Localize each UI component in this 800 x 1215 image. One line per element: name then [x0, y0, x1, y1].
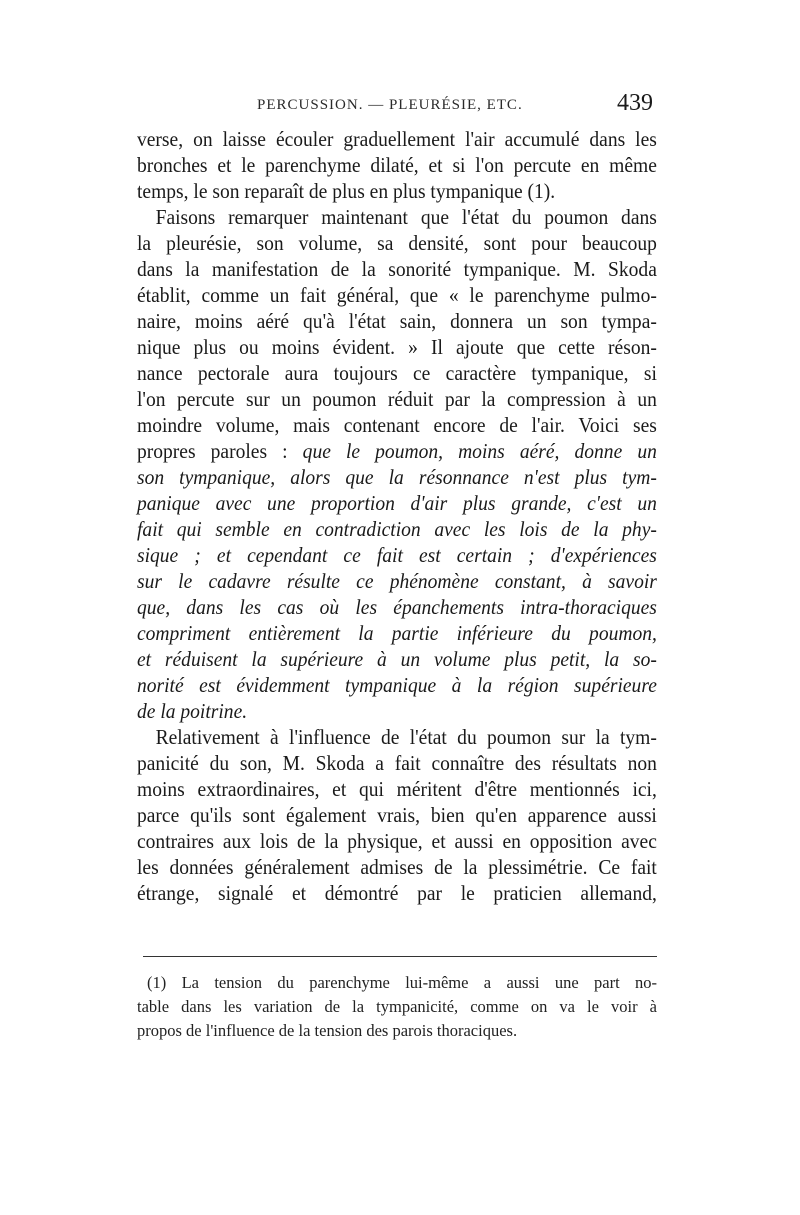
text-line: nance pectorale aura toujours ce caractère tympanique, si — [137, 361, 657, 385]
body-text — [137, 126, 657, 906]
text-line: bronches et le parenchyme dilaté, et si l'on percute en même — [137, 153, 657, 177]
text-line-italic: panique avec une proportion d'air plus grande, c'est un — [137, 491, 657, 515]
text-line: les données généralement admises de la plessimétrie. Ce fait — [137, 855, 657, 879]
text-line: Relativement à l'influence de l'état du poumon sur la tym- — [155, 725, 657, 749]
text-line: la pleurésie, son volume, sa densité, sont pour beaucoup — [137, 231, 657, 255]
text-line: moins extraordinaires, et qui méritent d'être mentionnés ici, — [137, 777, 657, 801]
footnote-line: table dans les variation de la tympanicité, comme on va le voir à — [137, 997, 657, 1016]
text-line: contraires aux lois de la physique, et aussi en opposition avec — [137, 829, 657, 853]
text-line: temps, le son reparaît de plus en plus tympanique (1). — [137, 179, 556, 203]
footnote-line: (1) La tension du parenchyme lui-même a aussi une part no- — [147, 973, 657, 992]
running-head — [137, 90, 657, 123]
text-line: dans la manifestation de la sonorité tympanique. M. Skoda — [137, 257, 657, 281]
running-title: PERCUSSION. — PLEURÉSIE, ETC. — [257, 97, 523, 113]
text-line: établit, comme un fait général, que « le parenchyme pulmo- — [137, 283, 657, 307]
text-line-italic: sique ; et cependant ce fait est certain ; d'expériences — [137, 543, 657, 567]
text-line: nique plus ou moins évident. » Il ajoute que cette réson- — [137, 335, 657, 359]
text-line-italic: que, dans les cas où les épanchements intra-thoraciques — [137, 595, 657, 619]
text-line: moindre volume, mais contenant encore de l'air. Voici ses — [137, 413, 657, 437]
text-line-italic: et réduisent la supérieure à un volume plus petit, la so- — [137, 647, 657, 671]
text-roman-segment: propres paroles : — [137, 439, 303, 463]
text-line: parce qu'ils sont également vrais, bien qu'en apparence aussi — [137, 803, 657, 827]
footnote-line: propos de l'influence de la tension des parois thoraciques. — [137, 1021, 518, 1040]
text-line-mixed — [137, 438, 657, 464]
text-line: naire, moins aéré qu'à l'état sain, donnera un son tympa- — [137, 309, 657, 333]
text-line-italic: compriment entièrement la partie inférieure du poumon, — [137, 621, 657, 645]
text-line-italic: fait qui semble en contradiction avec les lois de la phy- — [137, 517, 657, 541]
text-line-italic: norité est évidemment tympanique à la région supérieure — [137, 673, 657, 697]
text-line: l'on percute sur un poumon réduit par la compression à un — [137, 387, 657, 411]
text-line: panicité du son, M. Skoda a fait connaître des résultats non — [137, 751, 657, 775]
text-line-italic: de la poitrine. — [137, 699, 248, 723]
footnote — [137, 971, 657, 1043]
text-line: verse, on laisse écouler graduellement l'air accumulé dans les — [137, 127, 657, 151]
text-line-italic: sur le cadavre résulte ce phénomène constant, à savoir — [137, 569, 657, 593]
text-italic-segment: que le poumon, moins aéré, donne un — [302, 439, 657, 463]
text-line: Faisons remarquer maintenant que l'état du poumon dans — [155, 205, 657, 229]
text-line: étrange, signalé et démontré par le praticien allemand, — [137, 881, 657, 905]
text-line-italic: son tympanique, alors que la résonnance n'est plus tym- — [137, 465, 657, 489]
footnote-rule — [143, 956, 657, 957]
page-number: 439 — [617, 90, 653, 116]
